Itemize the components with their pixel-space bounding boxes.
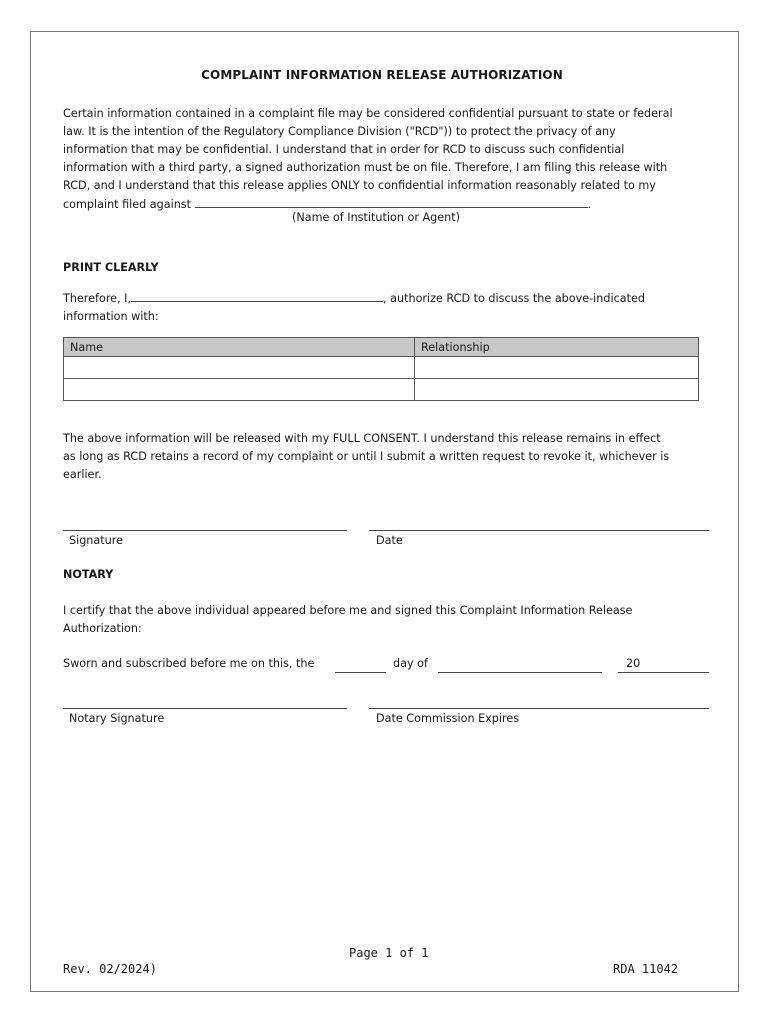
- information-with-label: information with:: [63, 310, 159, 323]
- signature-line[interactable]: [63, 530, 347, 531]
- print-clearly-heading: PRINT CLEARLY: [63, 261, 159, 274]
- authorizer-name-field[interactable]: [131, 289, 383, 302]
- page-number: Page 1 of 1: [349, 946, 429, 960]
- table-header-row: [64, 338, 699, 357]
- consent-line-1: The above information will be released with my FULL CONSENT. I understand this release remains in effect: [63, 432, 661, 445]
- relationship-cell[interactable]: [415, 357, 699, 379]
- notary-signature-line[interactable]: [63, 708, 347, 709]
- relationship-cell[interactable]: [415, 379, 699, 401]
- date-label: Date: [376, 534, 403, 547]
- date-line[interactable]: [369, 530, 709, 531]
- signature-label: Signature: [69, 534, 123, 547]
- consent-line-2: as long as RCD retains a record of my complaint or until I submit a written request to revoke it, whichever is: [63, 450, 670, 463]
- document-title: COMPLAINT INFORMATION RELEASE AUTHORIZATION: [201, 68, 563, 82]
- therefore-label: Therefore, I,: [63, 292, 132, 305]
- institution-field-label: (Name of Institution or Agent): [292, 211, 460, 224]
- table-row: [64, 379, 699, 401]
- complaint-filed-against-label: complaint filed against: [63, 198, 192, 211]
- intro-line-3: information that may be confidential. I understand that in order for RCD to discuss such confidential: [63, 143, 625, 156]
- consent-paragraph: [63, 430, 708, 484]
- notary-certification: [63, 602, 708, 638]
- name-cell[interactable]: [64, 379, 415, 401]
- intro-line-1: Certain information contained in a complaint file may be considered confidential pursuant to state or federal: [63, 107, 673, 120]
- day-of-label: day of: [393, 657, 428, 670]
- certify-line-1: I certify that the above individual appeared before me and signed this Complaint Information Release: [63, 604, 633, 617]
- year-prefix-label: 20: [626, 657, 641, 670]
- table-row: [64, 357, 699, 379]
- commission-expires-line[interactable]: [369, 708, 709, 709]
- intro-line-2: law. It is the intention of the Regulatory Compliance Division ("RCD")) to protect the privacy of any: [63, 125, 616, 138]
- sworn-day-field[interactable]: [335, 672, 386, 673]
- intro-period: .: [587, 198, 592, 211]
- notary-signature-label: Notary Signature: [69, 712, 165, 725]
- institution-name-field[interactable]: [195, 195, 588, 208]
- authorized-persons-table: [63, 337, 699, 401]
- commission-expires-label: Date Commission Expires: [376, 712, 520, 725]
- name-column-header: Name: [64, 338, 415, 357]
- notary-heading: NOTARY: [63, 568, 114, 581]
- sworn-month-field[interactable]: [438, 672, 602, 673]
- form-number: RDA 11042: [613, 962, 679, 976]
- intro-line-4: information with a third party, a signed authorization must be on file. Therefore, I am filing this release with: [63, 161, 668, 174]
- intro-line-5: RCD, and I understand that this release applies ONLY to confidential information reasonably related to my: [63, 179, 656, 192]
- intro-paragraph: [63, 105, 708, 214]
- consent-line-3: earlier.: [63, 468, 102, 481]
- authorize-label: , authorize RCD to discuss the above-indicated: [383, 292, 645, 305]
- revision-label: Rev. 02/2024): [63, 962, 157, 976]
- authorization-statement: [63, 289, 708, 326]
- sworn-prefix-label: Sworn and subscribed before me on this, the: [63, 657, 315, 670]
- certify-line-2: Authorization:: [63, 622, 142, 635]
- name-cell[interactable]: [64, 357, 415, 379]
- relationship-column-header: Relationship: [415, 338, 699, 357]
